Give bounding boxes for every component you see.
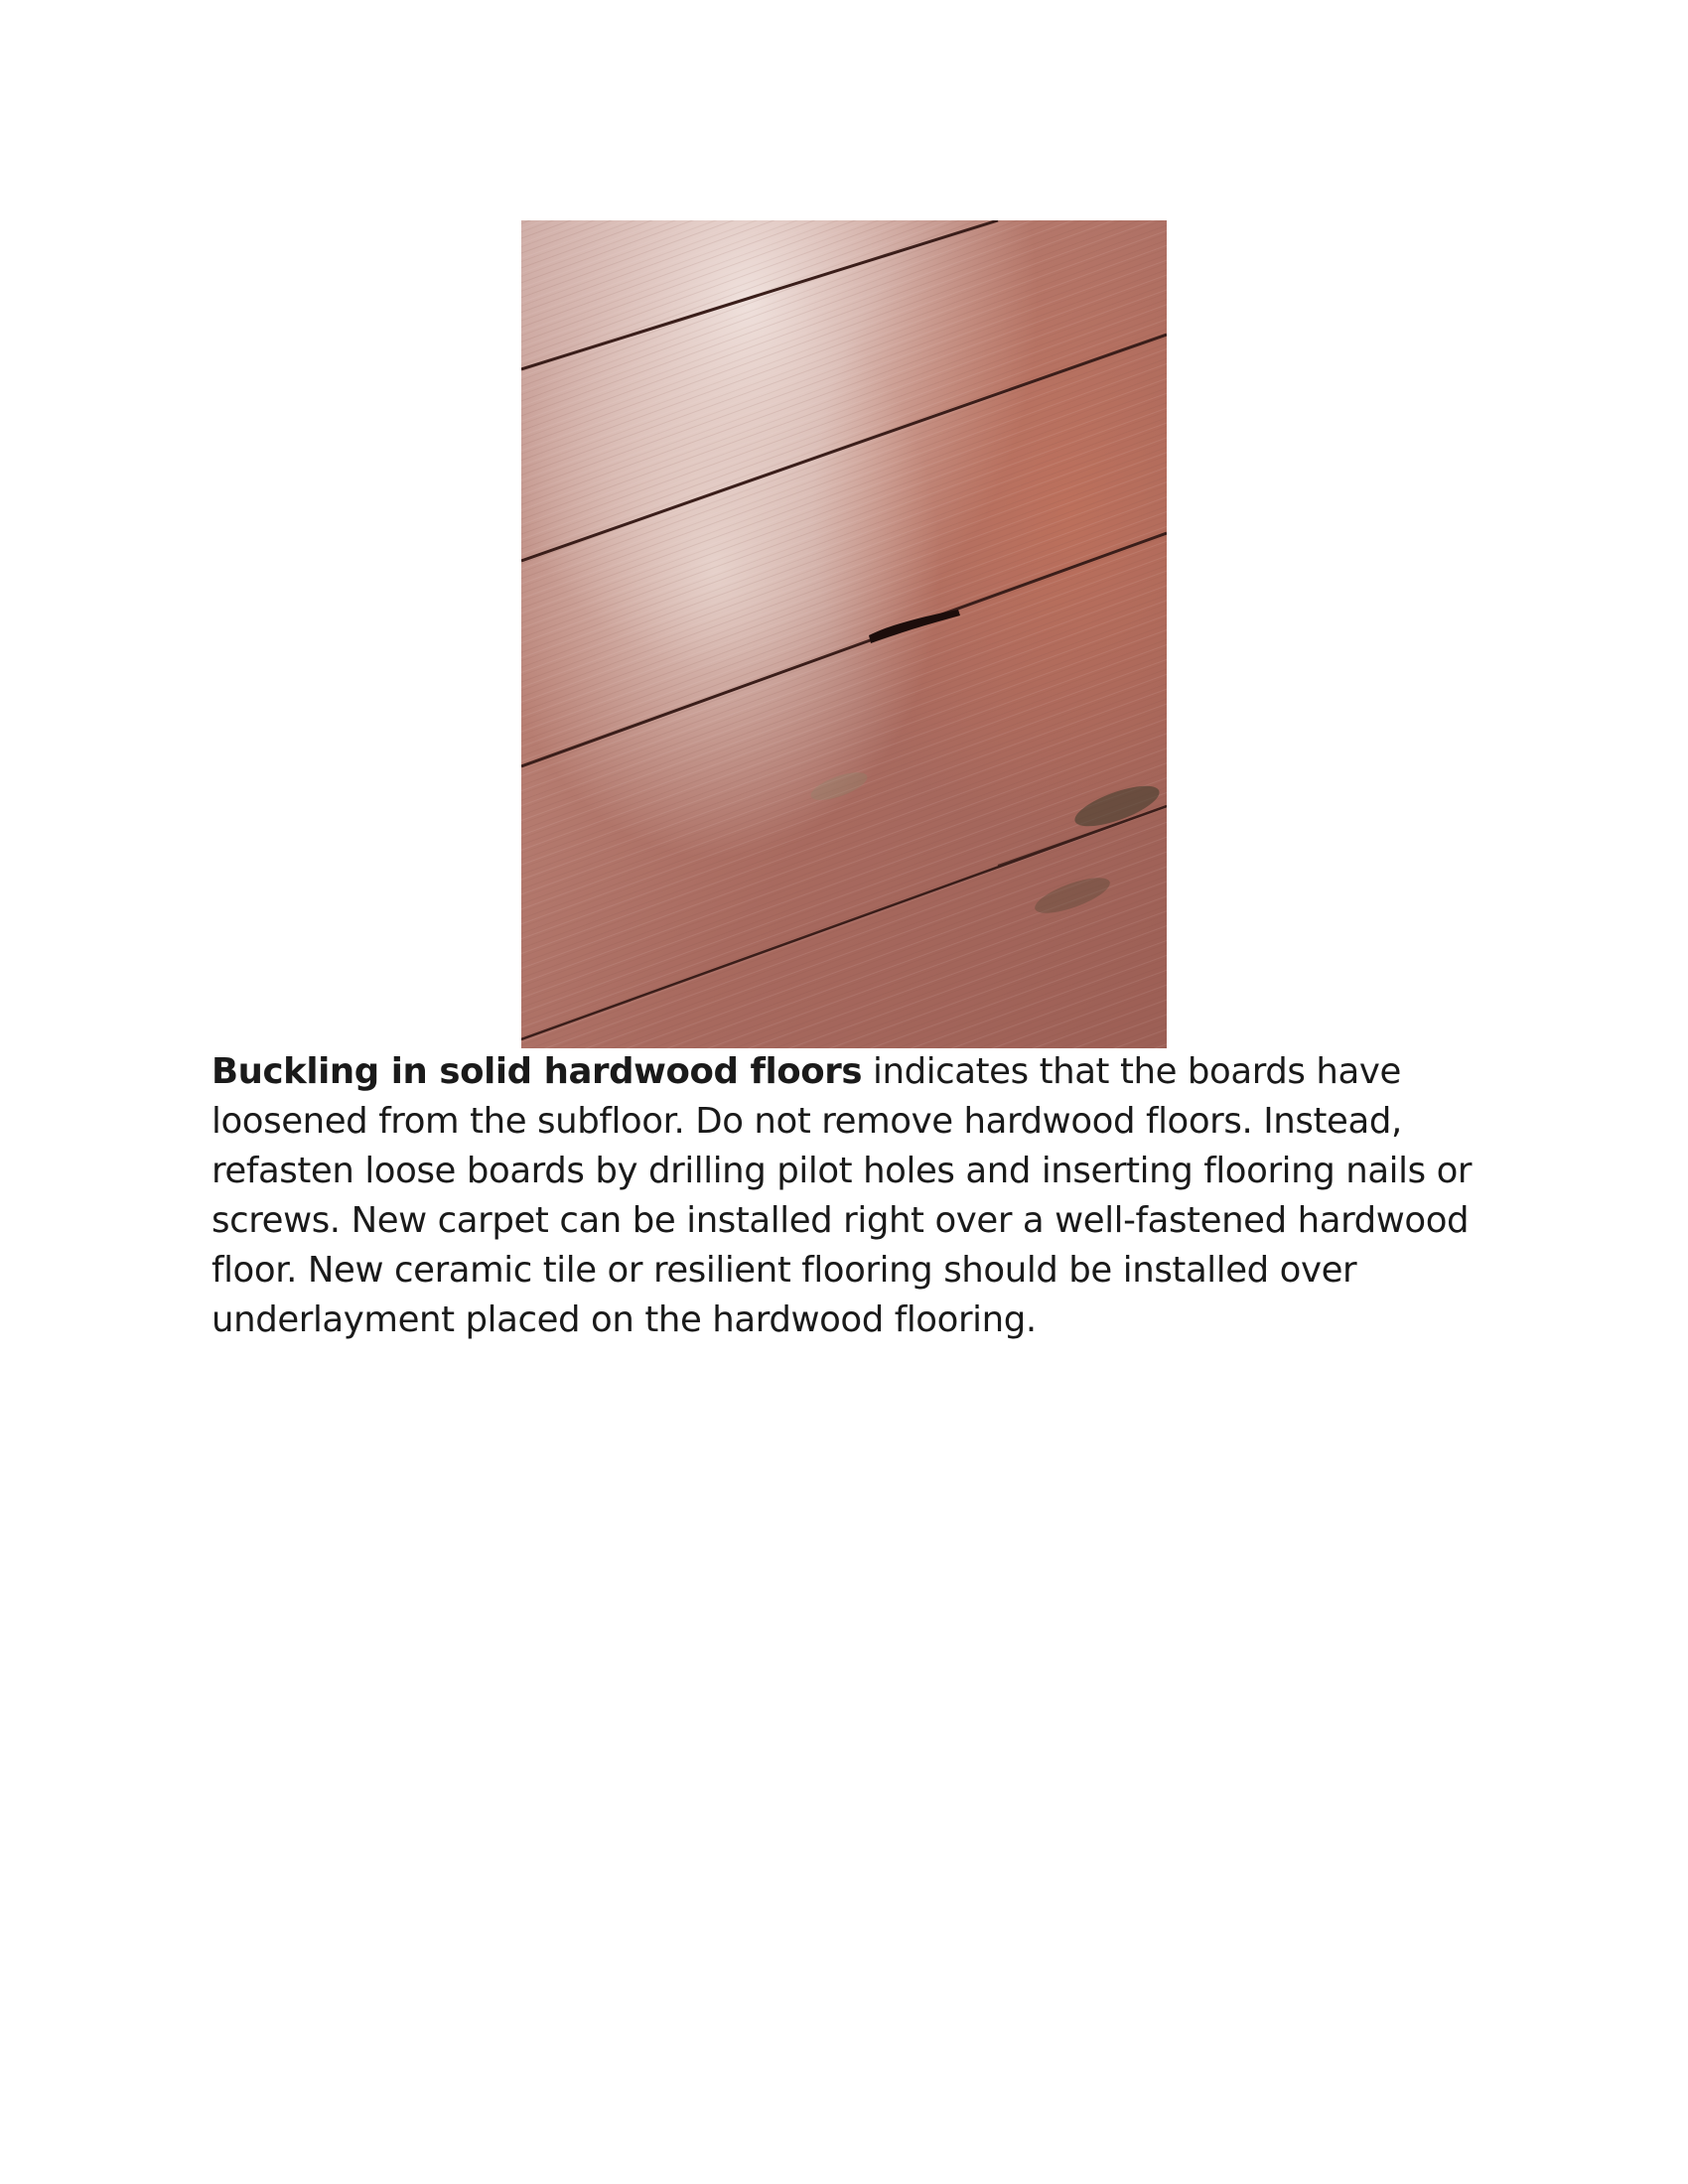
hardwood-floor-photo	[521, 220, 1167, 1048]
caption-body: indicates that the boards have loosened from the subfloor. Do not remove hardwood floors. Instead, refasten loose boards by drilling pilot holes and inserting flooring nails or screws. New carpet can be installed right over a well-fastened hardwood floor. New ceramic tile or resilient flooring should be installed over underlayment placed on the hardwood flooring.	[211, 1051, 1473, 1340]
hardwood-floor-image	[521, 220, 1167, 1048]
caption-lead: Buckling in solid hardwood floors	[211, 1051, 863, 1092]
figure-caption	[211, 1047, 1492, 1345]
